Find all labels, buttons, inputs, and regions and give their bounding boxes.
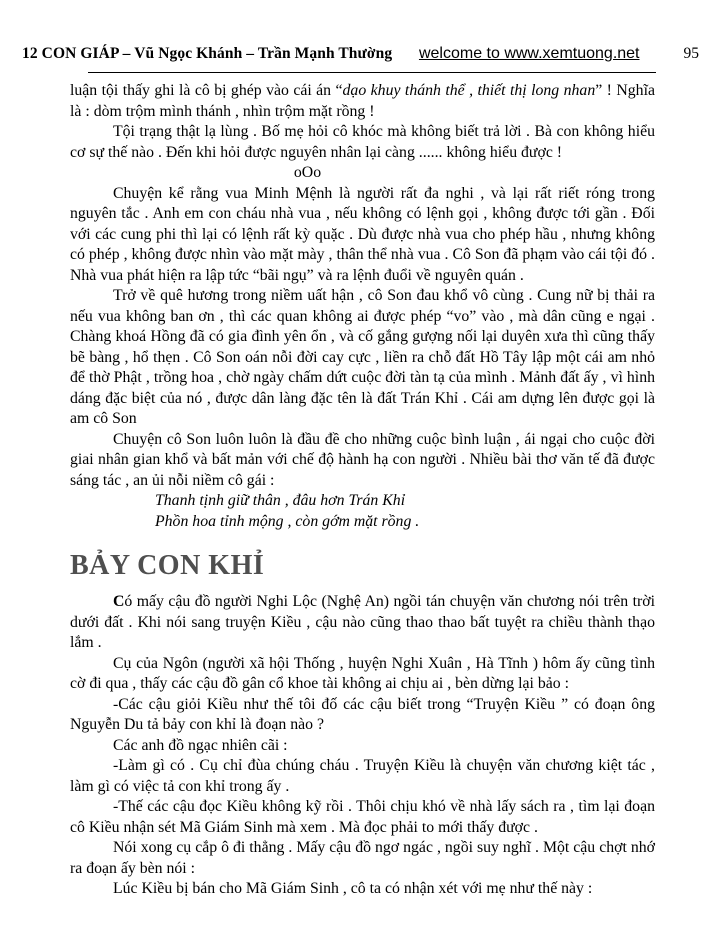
text-run: Nói xong cụ cắp ô đi thẳng . Mấy cậu đồ ngơ ngác , ngồi suy nghĩ . Một cậu chợt nhớ ra đoạn ấy bèn nói : bbox=[70, 839, 655, 877]
text-run: Phồn hoa tỉnh mộng , còn gớm mặt rồng . bbox=[155, 512, 420, 530]
bold-text-run: C bbox=[113, 593, 125, 610]
page-body bbox=[70, 81, 655, 900]
paragraph bbox=[70, 122, 655, 163]
paragraph bbox=[70, 879, 655, 900]
book-title: 12 CON GIÁP – Vũ Ngọc Khánh – Trần Mạnh Thường bbox=[22, 45, 393, 62]
paragraph bbox=[70, 430, 655, 492]
header-divider-rule bbox=[88, 72, 656, 73]
page-header bbox=[0, 0, 723, 63]
text-run: Thanh tịnh giữ thân , đâu hơn Trán Khỉ bbox=[155, 492, 406, 509]
text-run: Trở về quê hương trong niềm uất hận , cô Son đau khổ vô cùng . Cung nữ bị thải ra nếu vua không ban ơn , thì các quan không ai được phép “vo” vào , mà dân cũng e ngại . Chàng khoá Hồng đã có gia đình yên ổn , và cố gắng gượng nối lại duyên xưa thì cũng thấy bẽ bàng , hổ thẹn . Cô Son oán nỗi đời cay cực , liền ra chỗ đất Hồ Tây lập một cái am nhỏ để thờ Phật , trồng hoa , chờ ngày chấm dứt cuộc đời tàn tạ của mình . Mảnh đất ấy , vì hình dáng đặc biệt của nó , được dân làng đặc tên là đất Trán Khỉ . Cái am dựng lên được gọi là am cô Son bbox=[70, 287, 655, 427]
site-link[interactable]: welcome to www.xemtuong.net bbox=[418, 45, 640, 62]
verse-line bbox=[155, 512, 655, 533]
section-divider bbox=[15, 163, 600, 184]
paragraph bbox=[70, 81, 655, 122]
paragraph bbox=[70, 756, 655, 797]
paragraph bbox=[70, 592, 655, 654]
text-run: Tội trạng thật lạ lùng . Bố mẹ hỏi cô khóc mà không biết trả lời . Bà con không hiểu cơ sự thế nào . Đến khi hỏi được nguyên nhân lại càng ...... không hiểu được ! bbox=[70, 123, 655, 161]
italic-text-run: dạo khuy thánh thể , thiết thị long nhan bbox=[342, 82, 596, 99]
paragraph bbox=[70, 695, 655, 736]
paragraph bbox=[70, 838, 655, 879]
text-run: oOo bbox=[293, 164, 322, 181]
text-run: Chuyện kể rằng vua Minh Mệnh là người rất đa nghi , và lại rất riết róng trong nguyên tắc . Anh em con cháu nhà vua , nếu không có lệnh gọi , không được tới gần . Đối với các cung phi thì lại có lệnh rất kỳ quặc . Dù được nhà vua cho phép hầu , nhưng không có phép , không được nhìn vào mặt mày , thân thể nhà vua . Cô Son đã phạm vào cái tội đó . Nhà vua phát hiện ra lập tức “bãi ngụ” và ra lệnh đuổi về nguyên quán . bbox=[70, 184, 655, 284]
paragraph bbox=[70, 736, 655, 757]
text-run: Chuyện cô Son luôn luôn là đầu đề cho những cuộc bình luận , ái ngại cho cuộc đời giai nhân gian khổ và bất mản với chế độ hành hạ con người . Nhiều bài thơ văn tế đã được sáng tác , an ủi nỗi niềm cô gái : bbox=[70, 430, 655, 489]
text-run: -Thế các cậu đọc Kiều không kỹ rồi . Thôi chịu khó về nhà lấy sách ra , tìm lại đoạn cô Kiều nhận sét Mã Giám Sinh mà xem . Mà đọc phải to mới thấy được . bbox=[70, 798, 655, 836]
paragraph bbox=[70, 797, 655, 838]
paragraph bbox=[70, 286, 655, 430]
text-run: BẢY CON KHỈ bbox=[70, 550, 265, 581]
text-run: ” ! Nghĩa là : dòm trộm mình thánh , nhìn trộm mặt rồng ! bbox=[70, 82, 655, 120]
section-heading bbox=[70, 550, 655, 582]
text-run: -Làm gì có . Cụ chỉ đùa chúng cháu . Truyện Kiều là chuyện văn chương kiệt tác , làm gì có việc tả con khỉ trong ấy . bbox=[70, 757, 655, 795]
paragraph bbox=[70, 654, 655, 695]
verse-line bbox=[155, 491, 655, 512]
page-number: 95 bbox=[683, 45, 699, 62]
text-run: Các anh đồ ngạc nhiên cãi : bbox=[113, 736, 288, 754]
text-run: Cụ của Ngôn (người xã hội Thống , huyện Nghi Xuân , Hà Tĩnh ) hôm ấy cũng tình cờ đi qua , thấy các cậu đồ gân cổ khoe tài không ai chịu ai , bèn dừng lại bảo : bbox=[70, 654, 655, 692]
text-run: ó mấy cậu đồ người Nghi Lộc (Nghệ An) ngồi tán chuyện văn chương nói trên trời dưới đất . Khi nói sang truyện Kiều , cậu nào cũng thao thao bất tuyệt ra chiều thành thạo lắm . bbox=[70, 593, 655, 651]
paragraph bbox=[70, 184, 655, 287]
text-run: luận tội thấy ghi là cô bị ghép vào cái án “ bbox=[70, 82, 343, 99]
text-run: Lúc Kiều bị bán cho Mã Giám Sinh , cô ta có nhận xét với mẹ như thế này : bbox=[113, 880, 593, 897]
text-run: -Các cậu giỏi Kiều như thế tôi đố các cậu biết trong “Truyện Kiều ” có đoạn ông Nguyễn Du tả bảy con khỉ là đoạn nào ? bbox=[70, 695, 655, 733]
